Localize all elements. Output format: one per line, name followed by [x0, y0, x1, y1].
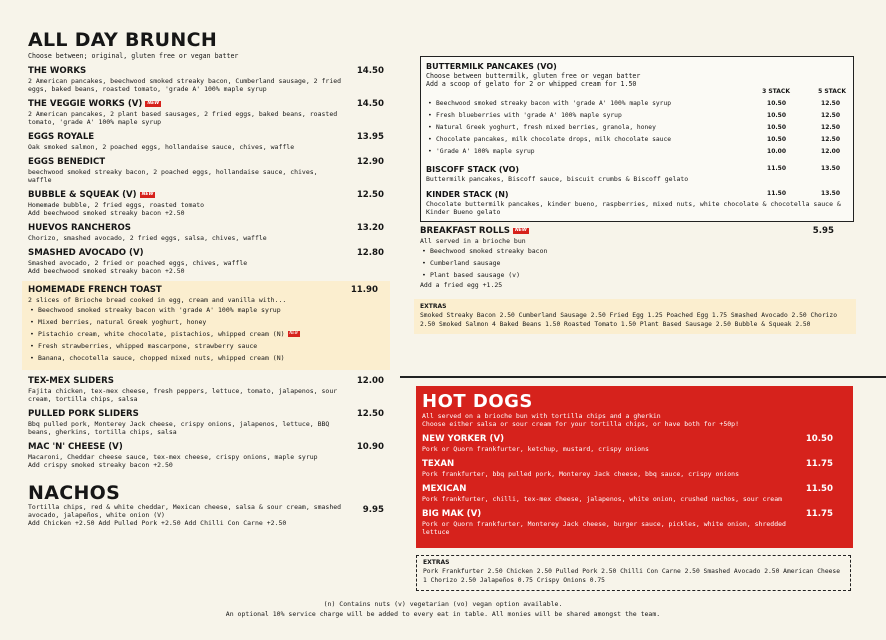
option-text: Pistachio cream, white chocolate, pistachios, whipped cream (N)	[38, 330, 285, 338]
hotdog-extras-label: EXTRAS	[423, 559, 450, 566]
french-toast-options	[28, 304, 384, 364]
pancake-option: Fresh blueberries with 'grade A' 100% maple syrup	[436, 112, 622, 119]
item-desc: Chorizo, smashed avocado, 2 fried eggs, salsa, chives, waffle	[28, 234, 267, 242]
price-5-stack: 12.50	[821, 112, 840, 119]
hotdog-name: TEXAN	[422, 459, 455, 469]
stack-3-header: 3 STACK	[762, 88, 790, 95]
item-desc: Oak smoked salmon, 2 poached eggs, hollandaise sauce, chives, waffle	[28, 143, 295, 151]
roll-option: • Beechwood smoked streaky bacon	[420, 245, 854, 257]
item-price: 12.80	[356, 248, 384, 258]
menu-item	[28, 376, 384, 403]
kinder-stack	[426, 189, 848, 216]
pancake-option: Chocolate pancakes, milk chocolate drops, milk chocolate sauce	[436, 136, 672, 143]
item-price: 12.50	[356, 409, 384, 419]
item-name: MAC 'N' CHEESE (V)	[28, 442, 123, 452]
item-name-text: THE VEGGIE WORKS (V)	[28, 99, 143, 109]
rolls-subtitle: All served in a brioche bun	[420, 237, 526, 245]
more-items	[28, 376, 384, 469]
french-toast-option	[28, 316, 384, 328]
brunch-extras-label: EXTRAS	[420, 303, 447, 310]
item-desc: Fajita chicken, tex-mex cheese, fresh peppers, lettuce, tomato, jalapenos, sour cream, tortilla chips, salsa	[28, 387, 338, 403]
item-name	[28, 190, 384, 201]
hotdog-extras-text: Pork Frankfurter 2.50 Chicken 2.50 Pulled Pork 2.50 Chilli Con Carne 2.50 Smashed Avocado 2.50 American Cheese 1 Chorizo 2.50 Jalapeños 0.75 Crispy Onions 0.75	[423, 568, 841, 584]
stack-headers	[426, 88, 848, 98]
breakfast-rolls	[420, 226, 854, 289]
hotdog-extras	[416, 555, 851, 591]
brunch-extras	[414, 299, 856, 334]
pancake-rows	[426, 98, 848, 158]
hotdog-item	[416, 459, 853, 478]
option-text: Beechwood smoked streaky bacon with 'grade A' 100% maple syrup	[38, 306, 281, 314]
item-desc: 2 American pancakes, beechwood smoked streaky bacon, Cumberland sausage, 2 fried eggs, baked beans, roasted tomato, 'grade A' 100% maple syrup	[28, 77, 342, 93]
kinder-price-5: 13.50	[821, 190, 840, 197]
price-3-stack: 10.00	[767, 148, 786, 155]
nachos-extra: Add Chicken +2.50 Add Pulled Pork +2.50 Add Chilli Con Carne +2.50	[28, 519, 287, 527]
item-name	[28, 223, 384, 234]
section-divider	[400, 376, 886, 378]
nachos-title: NACHOS	[28, 482, 121, 504]
item-price: 13.20	[356, 223, 384, 233]
menu-item	[28, 223, 384, 242]
french-toast-option	[28, 304, 384, 316]
new-badge: NEW	[141, 191, 154, 197]
brunch-section	[28, 30, 384, 527]
brunch-subtitle: Choose between; original, gluten free or vegan batter	[28, 52, 239, 60]
hotdog-desc: Pork or Quorn frankfurter, ketchup, mustard, crispy onions	[422, 445, 649, 453]
menu-item	[28, 190, 384, 217]
item-name	[28, 248, 384, 259]
item-price: 14.50	[356, 66, 384, 76]
price-3-stack: 10.50	[767, 136, 786, 143]
biscoff-desc: Buttermilk pancakes, Biscoff sauce, biscuit crumbs & Biscoff gelato	[426, 175, 689, 183]
hotdogs-subtitle-2: Choose either salsa or sour cream for your tortilla chips, or have both for +50p!	[422, 420, 739, 428]
option-text: Fresh strawberries, whipped mascarpone, strawberry sauce	[38, 342, 258, 350]
price-3-stack: 10.50	[767, 100, 786, 107]
hotdog-item	[416, 509, 853, 536]
item-name-text: BUBBLE & SQUEAK (V)	[28, 190, 137, 200]
biscoff-name: BISCOFF STACK (VO)	[426, 165, 520, 174]
menu-item	[28, 132, 384, 151]
menu-item	[28, 442, 384, 469]
nachos-section	[28, 483, 384, 527]
roll-option: • Cumberland sausage	[420, 257, 854, 269]
hotdog-item	[416, 484, 853, 503]
item-desc: Homemade bubble, 2 fried eggs, roasted tomato	[28, 201, 205, 209]
item-extra: Add beechwood smoked streaky bacon +2.50	[28, 209, 185, 217]
hotdog-price: 11.50	[805, 484, 833, 494]
kinder-name: KINDER STACK (N)	[426, 190, 509, 199]
item-name: TEX-MEX SLIDERS	[28, 376, 114, 386]
pancake-row	[426, 110, 848, 122]
price-3-stack: 10.50	[767, 124, 786, 131]
hotdogs-title: HOT DOGS	[422, 391, 533, 412]
hotdog-price: 11.75	[805, 459, 833, 469]
new-badge: NEW	[289, 331, 298, 336]
menu-item	[28, 66, 384, 93]
pancakes-subtitle: Choose between buttermilk, gluten free or vegan batter	[426, 72, 641, 80]
kinder-price-3: 11.50	[767, 190, 786, 197]
hotdog-items	[416, 434, 853, 536]
pancake-row	[426, 122, 848, 134]
price-5-stack: 12.50	[821, 100, 840, 107]
item-name	[28, 99, 384, 110]
french-toast-name: HOMEMADE FRENCH TOAST	[28, 285, 162, 295]
price-5-stack: 12.00	[821, 148, 840, 155]
french-toast-option	[28, 328, 384, 340]
brunch-items	[28, 66, 384, 275]
menu-item	[28, 157, 384, 184]
biscoff-price-3: 11.50	[767, 165, 786, 172]
item-name	[28, 157, 384, 168]
french-toast-price: 11.90	[350, 285, 378, 295]
french-toast-option	[28, 352, 384, 364]
item-name	[28, 132, 384, 143]
item-name-text: SMASHED AVOCADO (V)	[28, 248, 144, 258]
nachos-desc: Tortilla chips, red & white cheddar, Mexican cheese, salsa & sour cream, smashed avocado, jalapeños, white onion (V)	[28, 503, 342, 519]
price-5-stack: 12.50	[821, 124, 840, 131]
item-name	[28, 66, 384, 77]
hotdog-name: NEW YORKER (V)	[422, 434, 505, 444]
brunch-extras-text: Smoked Streaky Bacon 2.50 Cumberland Sausage 2.50 Fried Egg 1.25 Poached Egg 1.75 Smashed Avocado 2.50 Chorizo 2.50 Smoked Salmon 4 Baked Beans 1.50 Roasted Tomato 1.50 Plant Based Sausage 2.50 Bubble & Squeak 2.50	[420, 312, 838, 328]
biscoff-stack	[426, 164, 848, 183]
menu-item	[28, 99, 384, 126]
hotdog-name: MEXICAN	[422, 484, 467, 494]
hotdog-item	[416, 434, 853, 453]
footer-note-2: An optional 10% service charge will be added to every eat in table. All monies will be shared amongst the team.	[225, 610, 661, 618]
footer-note-1: (n) Contains nuts (v) vegetarian (vo) vegan option available.	[323, 600, 563, 608]
price-3-stack: 10.50	[767, 112, 786, 119]
item-desc: Bbq pulled pork, Monterey Jack cheese, crispy onions, jalapenos, lettuce, BBQ beans, gherkins, tortilla chips, salsa	[28, 420, 330, 436]
pancake-option: Natural Greek yoghurt, fresh mixed berries, granola, honey	[436, 124, 656, 131]
item-price: 12.90	[356, 157, 384, 167]
french-toast-option	[28, 340, 384, 352]
hotdogs-subtitle: All served on a brioche bun with tortilla chips and a gherkin	[422, 412, 661, 420]
item-desc: 2 American pancakes, 2 plant based sausages, 2 fried eggs, baked beans, roasted tomato, 'grade A' 100% maple syrup	[28, 110, 338, 126]
hotdog-price: 10.50	[805, 434, 833, 444]
item-extra: Add crispy smoked streaky bacon +2.50	[28, 461, 173, 469]
right-column	[420, 56, 854, 334]
hotdog-desc: Pork or Quorn frankfurter, Monterey Jack cheese, burger sauce, pickles, white onion, shredded lettuce	[422, 520, 786, 536]
item-name-text: EGGS ROYALE	[28, 132, 95, 142]
hotdog-name: BIG MAK (V)	[422, 509, 482, 519]
new-badge: NEW	[515, 227, 527, 233]
nachos-price: 9.95	[362, 505, 384, 515]
pancake-option: 'Grade A' 100% maple syrup	[436, 148, 535, 155]
item-price: 14.50	[356, 99, 384, 109]
hotdogs-section	[416, 386, 853, 548]
french-toast-desc: 2 slices of Brioche bread cooked in egg, cream and vanilla with...	[28, 296, 287, 304]
french-toast-panel	[22, 281, 390, 370]
pancake-option: Beechwood smoked streaky bacon with 'grade A' 100% maple syrup	[436, 100, 672, 107]
kinder-desc: Chocolate buttermilk pancakes, kinder bueno, raspberries, mixed nuts, white chocolate & chocotella sauce & Kinder Bueno gelato	[426, 200, 841, 216]
item-desc: Smashed avocado, 2 fried or poached eggs, chives, waffle	[28, 259, 248, 267]
item-price: 12.00	[356, 376, 384, 386]
biscoff-price-5: 13.50	[821, 165, 840, 172]
pancakes-subtitle-2: Add a scoop of gelato for 2 or whipped cream for 1.50	[426, 80, 637, 88]
pancake-row	[426, 134, 848, 146]
hotdog-desc: Pork frankfurter, chilli, tex-mex cheese, jalapenos, white onion, crushed nachos, sour cream	[422, 495, 783, 503]
stack-5-header: 5 STACK	[818, 88, 846, 95]
item-desc: Macaroni, Cheddar cheese sauce, tex-mex cheese, crispy onions, maple syrup	[28, 453, 318, 461]
pancake-row	[426, 98, 848, 110]
hotdog-price: 11.75	[805, 509, 833, 519]
item-price: 13.95	[356, 132, 384, 142]
item-price: 10.90	[356, 442, 384, 452]
brunch-title: ALL DAY BRUNCH	[28, 29, 218, 51]
menu-item	[28, 248, 384, 275]
option-text: Banana, chocotella sauce, chopped mixed nuts, whipped cream (N)	[38, 354, 285, 362]
item-name-text: THE WORKS	[28, 66, 87, 76]
price-5-stack: 12.50	[821, 136, 840, 143]
rolls-price: 5.95	[812, 226, 834, 236]
rolls-title: BREAKFAST ROLLS NEW	[420, 226, 527, 236]
option-text: Mixed berries, natural Greek yoghurt, honey	[38, 318, 207, 326]
hotdog-desc: Pork frankfurter, bbq pulled pork, Monterey Jack cheese, bbq sauce, crispy onions	[422, 470, 739, 478]
pancake-row	[426, 146, 848, 158]
rolls-options	[420, 245, 854, 281]
pancakes-title: BUTTERMILK PANCAKES (VO)	[426, 62, 557, 71]
item-name: PULLED PORK SLIDERS	[28, 409, 139, 419]
roll-option: • Plant based sausage (v)	[420, 269, 854, 281]
item-desc: beechwood smoked streaky bacon, 2 poached eggs, hollandaise sauce, chives, waffle	[28, 168, 318, 184]
rolls-extra: Add a fried egg +1.25	[420, 281, 503, 289]
item-price: 12.50	[356, 190, 384, 200]
item-name-text: HUEVOS RANCHEROS	[28, 223, 131, 233]
menu-item	[28, 409, 384, 436]
new-badge: NEW	[147, 100, 160, 106]
item-name-text: EGGS BENEDICT	[28, 157, 106, 167]
item-extra: Add beechwood smoked streaky bacon +2.50	[28, 267, 185, 275]
pancakes-box	[420, 56, 854, 222]
